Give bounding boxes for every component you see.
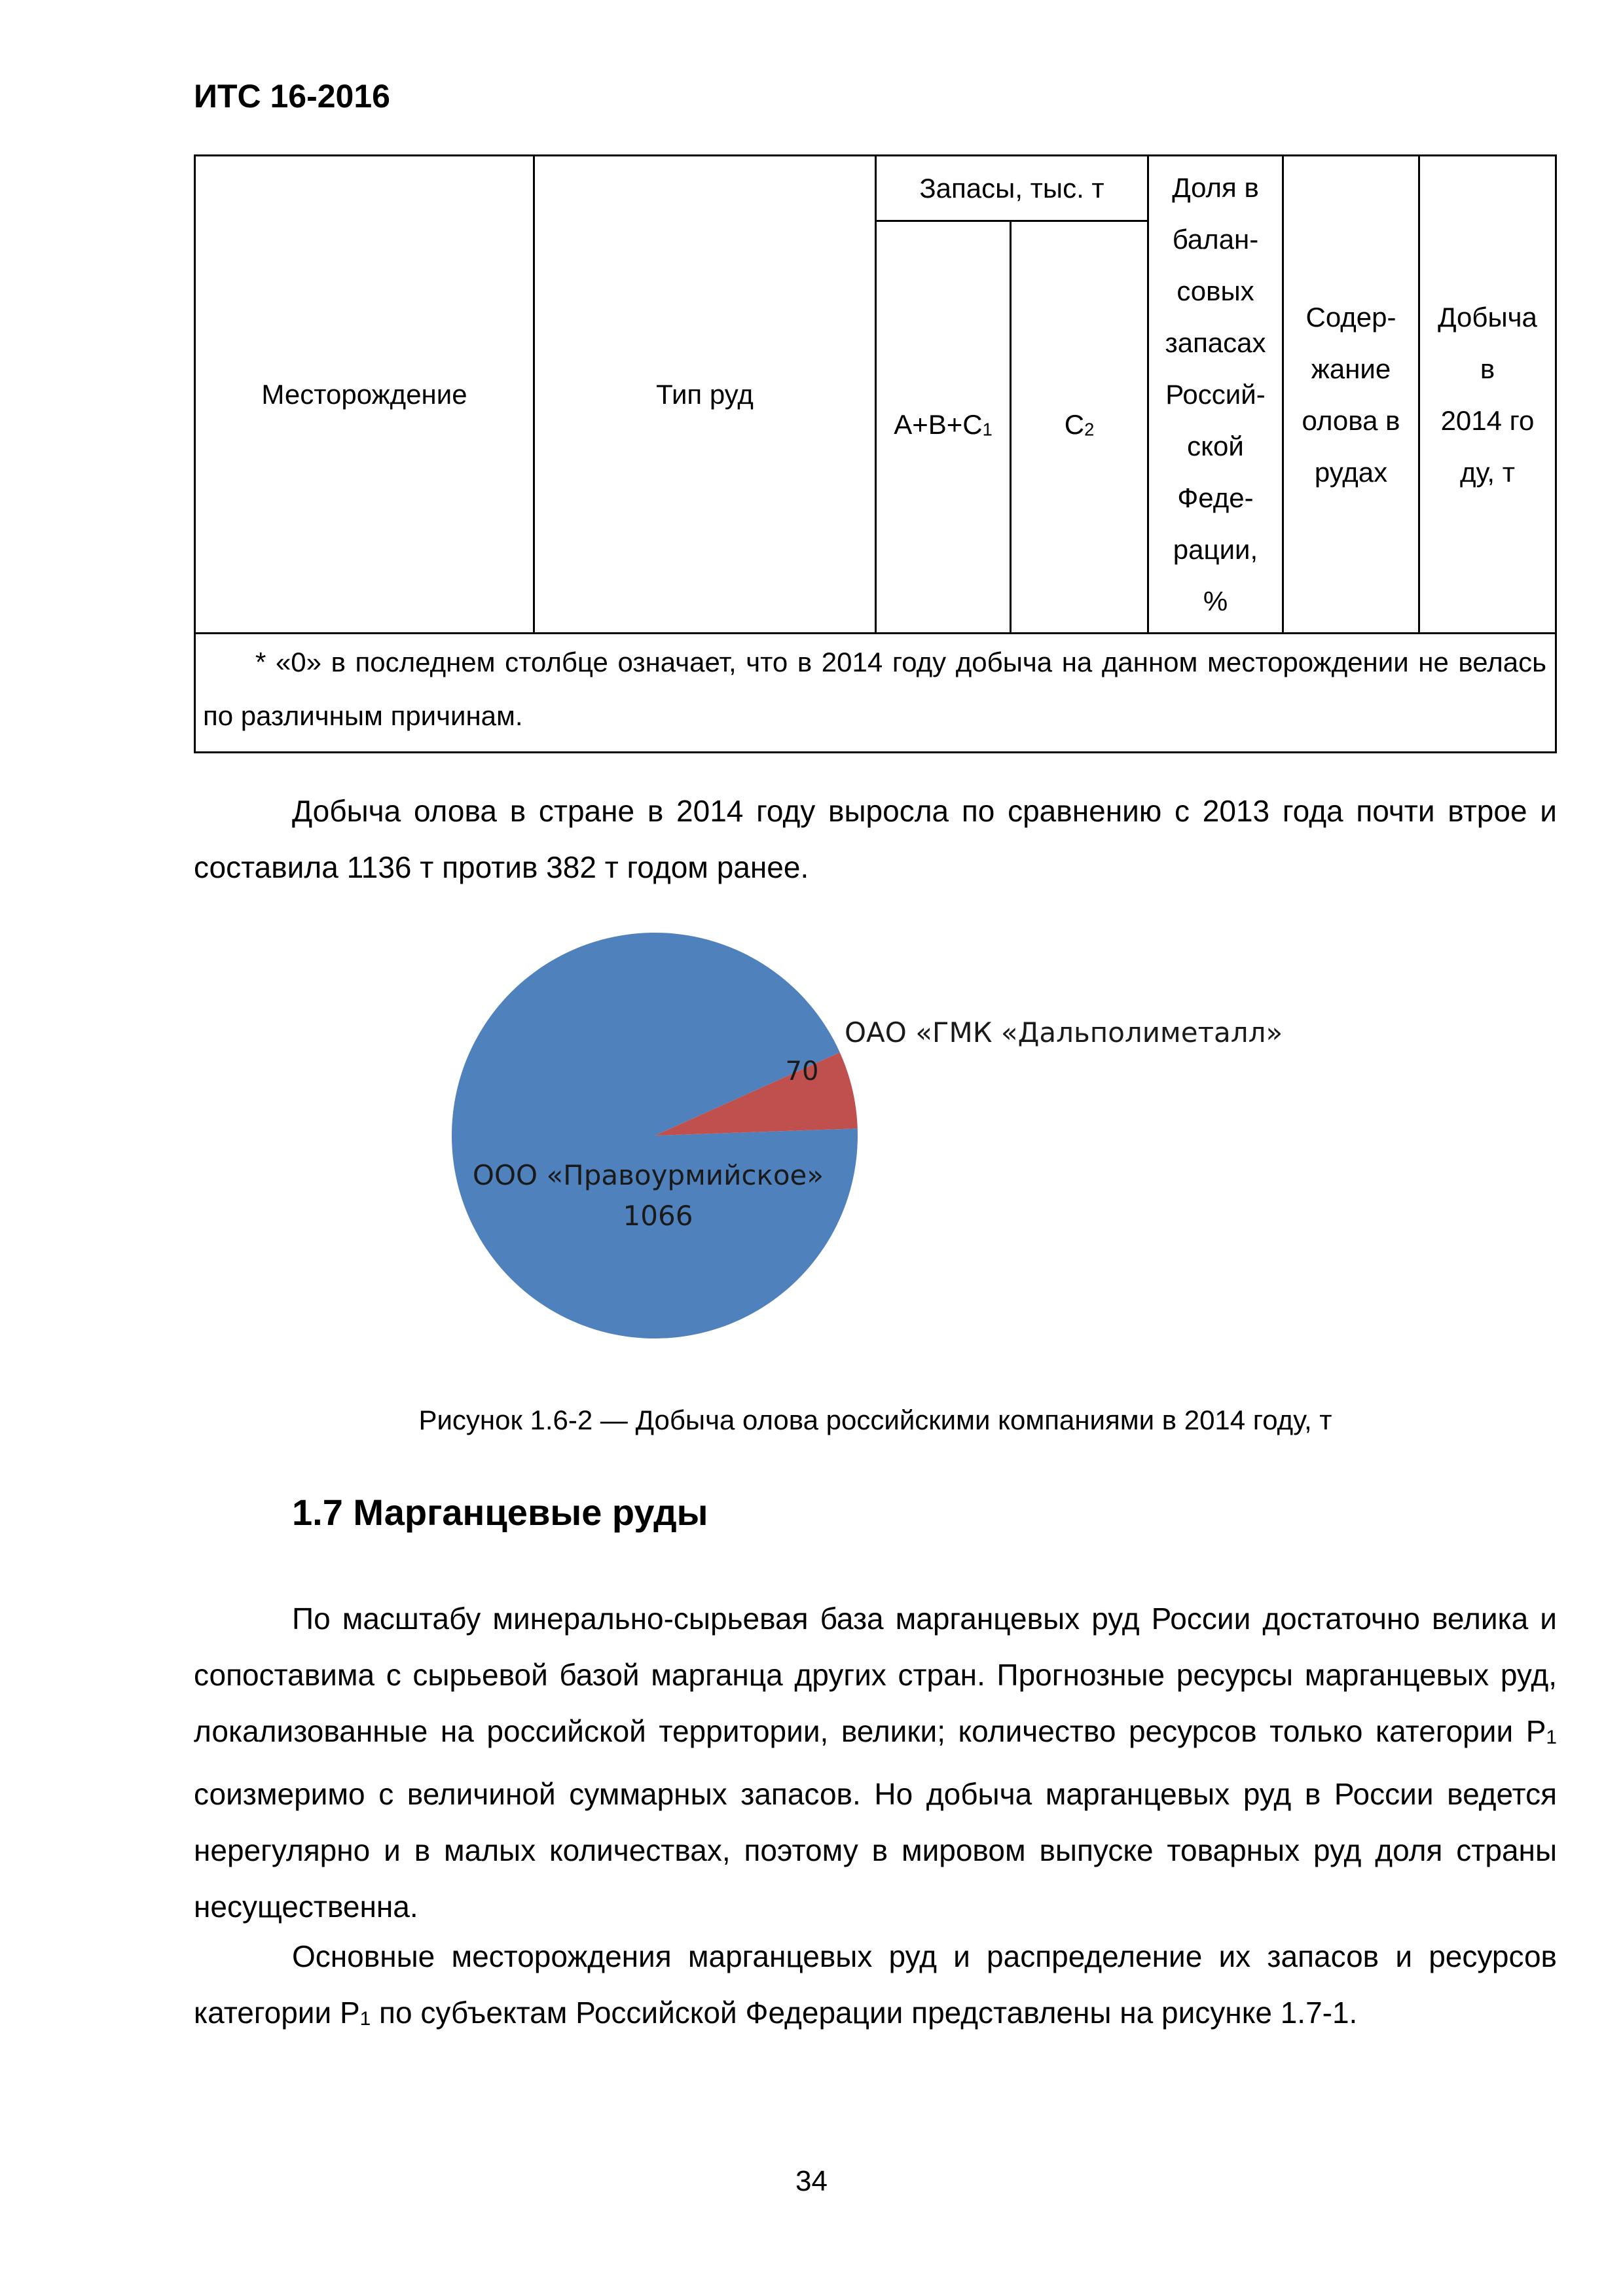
header-c2-sub: 2 bbox=[1084, 419, 1095, 440]
header-abc1 bbox=[877, 222, 1010, 632]
pie-slice-pravourmiyskoe bbox=[452, 933, 858, 1338]
header-abc1-main: А+В+С bbox=[894, 409, 983, 440]
table-footnote: * «0» в последнем столбце означает, что в 2014 году добыча на данном месторождении не велась по различным причинам. bbox=[203, 647, 1546, 731]
section-heading: 1.7 Марганцевые руды bbox=[292, 1492, 708, 1533]
paragraph-manganese-deposits-text-1: Основные месторождения марганцевых руд и распределение их запасов и ресурсов категории Р bbox=[194, 1939, 1557, 2030]
header-share-line: балан- bbox=[1172, 224, 1259, 255]
header-content-line: Содер- bbox=[1305, 301, 1396, 332]
header-share-line: рации, bbox=[1173, 534, 1258, 565]
header-content-text bbox=[1302, 291, 1400, 498]
header-share-line: запасах bbox=[1165, 327, 1266, 358]
header-share-text bbox=[1165, 162, 1266, 627]
header-ore-type: Тип руд bbox=[656, 379, 754, 410]
header-deposit: Месторождение bbox=[261, 379, 467, 410]
paragraph-manganese-base-text-2: соизмеримо с величиной суммарных запасов. Но добыча марганцевых руд в России ведется нерегулярно и в малых количествах, поэтому в мировом выпуске товарных руд доля страны несущественна. bbox=[194, 1776, 1557, 1924]
header-share-line: Феде- bbox=[1177, 482, 1254, 513]
paragraph-tin-production bbox=[194, 783, 1557, 895]
pie-label-pravourmiyskoe: ООО «Правоурмийское» bbox=[472, 1159, 824, 1191]
header-abc1-sub: 1 bbox=[982, 419, 993, 440]
paragraph-tin-production-text: Добыча олова в стране в 2014 году выросла по сравнению с 2013 года почти втрое и составила 1136 т против 382 т годом ранее. bbox=[194, 794, 1557, 884]
header-content-line: жание bbox=[1311, 353, 1391, 384]
paragraph-manganese-deposits-text-2: по субъектам Российской Федерации представлены на рисунке 1.7-1. bbox=[371, 1996, 1358, 2030]
paragraph-manganese-base-text-1: По масштабу минерально-сырьевая база марганцевых руд России достаточно велика и сопоставима с сырьевой базой марганца других стран. Прогнозные ресурсы марганцевых руд, локализованные на российской территории, велики; количество ресурсов только категории Р bbox=[194, 1602, 1557, 1748]
header-c2 bbox=[1012, 222, 1147, 632]
table-border-right bbox=[1555, 154, 1557, 753]
header-production-line: Добыча bbox=[1438, 301, 1537, 332]
document-code: ИТС 16-2016 bbox=[194, 78, 390, 115]
header-share-line: Россий- bbox=[1165, 379, 1266, 410]
header-content-line: рудах bbox=[1314, 456, 1388, 488]
pie-chart-svg bbox=[432, 916, 1349, 1374]
paragraph-manganese-base-sub: 1 bbox=[1546, 1726, 1557, 1748]
header-c2-main: С bbox=[1064, 409, 1085, 440]
header-share-line: совых bbox=[1176, 276, 1254, 306]
header-share-line: Доля в bbox=[1172, 172, 1259, 203]
pie-value-pravourmiyskoe: 1066 bbox=[623, 1200, 693, 1232]
pie-value-dalpolimetall: 70 bbox=[785, 1056, 819, 1086]
paragraph-manganese-deposits-sub: 1 bbox=[359, 2007, 371, 2030]
table-border-bottom bbox=[194, 751, 1557, 753]
paragraph-manganese-deposits bbox=[194, 1928, 1557, 2047]
figure-caption: Рисунок 1.6-2 — Добыча олова российскими компаниями в 2014 году, т bbox=[418, 1405, 1332, 1435]
header-share-line: ской bbox=[1187, 431, 1244, 461]
pie-label-dalpolimetall: ОАО «ГМК «Дальполиметалл» bbox=[845, 1016, 1283, 1049]
page-number: 34 bbox=[795, 2165, 828, 2197]
header-production-line: в bbox=[1480, 353, 1495, 384]
header-reserves: Запасы, тыс. т bbox=[919, 173, 1104, 204]
paragraph-manganese-base bbox=[194, 1590, 1557, 1935]
header-production bbox=[1420, 156, 1555, 632]
header-production-line: 2014 го bbox=[1440, 404, 1535, 436]
header-production-text bbox=[1438, 291, 1537, 498]
header-share-line: % bbox=[1203, 586, 1228, 617]
header-share bbox=[1149, 156, 1282, 632]
pie-chart bbox=[432, 916, 1349, 1374]
header-content bbox=[1284, 156, 1418, 632]
header-content-line: олова в bbox=[1302, 404, 1400, 436]
deposits-table bbox=[194, 154, 1557, 753]
header-production-line: ду, т bbox=[1460, 456, 1515, 488]
